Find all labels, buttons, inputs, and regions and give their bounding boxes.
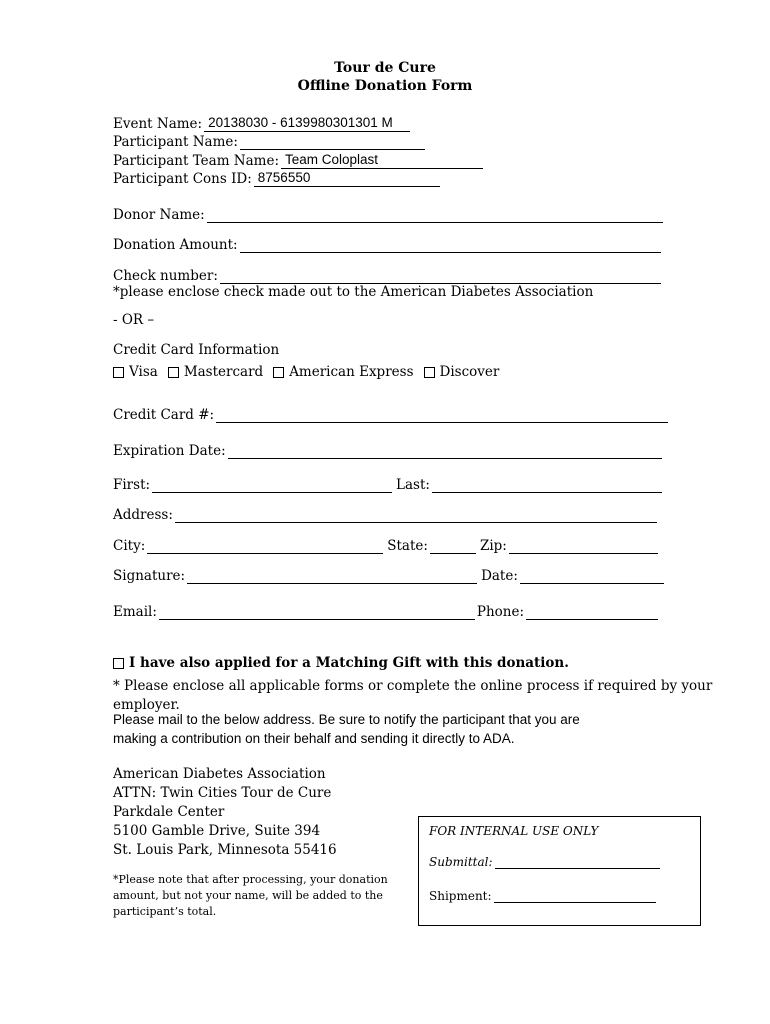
event-name-label: Event Name: (113, 116, 203, 132)
state-field[interactable] (430, 537, 476, 554)
submittal-field[interactable] (495, 856, 660, 869)
zip-field[interactable] (509, 537, 658, 554)
email-field[interactable] (159, 603, 475, 620)
date-field[interactable] (520, 567, 664, 584)
visa-checkbox[interactable] (113, 367, 124, 378)
shipment-label: Shipment: (429, 889, 492, 903)
amex-label: American Express (289, 364, 414, 380)
matching-gift-note: * Please enclose all applicable forms or complete the online process if required by your employer. (113, 678, 713, 713)
address-line: ATTN: Twin Cities Tour de Cure (113, 785, 332, 801)
email-label: Email: (113, 604, 157, 620)
card-type-options (113, 364, 509, 380)
form-subtitle: Offline Donation Form (297, 78, 473, 94)
matching-gift-checkbox[interactable] (113, 658, 124, 669)
check-number-label: Check number: (113, 268, 218, 284)
donor-name-field[interactable] (207, 206, 663, 223)
address-line: Parkdale Center (113, 804, 225, 820)
cons-id-value: 8756550 (257, 170, 311, 185)
city-field[interactable] (147, 537, 383, 554)
visa-label: Visa (129, 364, 158, 380)
donation-amount-label: Donation Amount: (113, 237, 238, 253)
submittal-row (429, 855, 660, 869)
mail-instruction-line1: Please mail to the below address. Be sure to notify the participant that you are (113, 712, 580, 727)
address-row (113, 503, 657, 523)
mastercard-label: Mastercard (183, 364, 264, 380)
mail-instruction-line2: making a contribution on their behalf and sending it directly to ADA. (113, 731, 515, 746)
card-number-field[interactable] (216, 406, 668, 423)
phone-field[interactable] (526, 603, 658, 620)
expiration-label: Expiration Date: (113, 443, 226, 459)
card-option-visa[interactable] (113, 364, 158, 380)
participant-name-field[interactable] (240, 133, 425, 150)
matching-gift-row[interactable] (113, 655, 569, 671)
zip-label: Zip: (479, 538, 507, 554)
phone-label: Phone: (476, 604, 525, 620)
mailing-address (113, 765, 337, 860)
card-option-discover[interactable] (424, 364, 500, 380)
address-line: St. Louis Park, Minnesota 55416 (113, 842, 337, 858)
participant-name-label: Participant Name: (113, 134, 238, 150)
expiration-field[interactable] (228, 442, 662, 459)
donation-amount-row (113, 233, 661, 253)
discover-checkbox[interactable] (424, 367, 435, 378)
address-line: 5100 Gamble Drive, Suite 394 (113, 823, 321, 839)
card-number-label: Credit Card #: (113, 407, 215, 423)
processing-note-line: amount, but not your name, will be added to the (113, 889, 383, 902)
donation-amount-field[interactable] (240, 236, 661, 253)
shipment-row (429, 889, 656, 903)
processing-note-line: *Please note that after processing, your donation (113, 873, 388, 886)
last-name-field[interactable] (432, 476, 662, 493)
matching-gift-label: I have also applied for a Matching Gift with this donation. (129, 655, 569, 671)
amex-checkbox[interactable] (273, 367, 284, 378)
shipment-field[interactable] (494, 890, 656, 903)
check-note: *please enclose check made out to the American Diabetes Association (113, 284, 594, 300)
internal-use-box (418, 816, 701, 926)
email-row (113, 600, 658, 620)
team-name-label: Participant Team Name: (113, 153, 279, 169)
processing-note (113, 872, 388, 920)
expiration-row (113, 439, 662, 459)
check-number-row (113, 264, 661, 284)
discover-label: Discover (439, 364, 500, 380)
event-name-value: 20138030 - 6139980301301 M (208, 115, 393, 130)
or-separator: - OR – (113, 312, 155, 328)
first-label: First: (113, 477, 151, 493)
event-name-row (113, 112, 410, 132)
donor-name-row (113, 203, 663, 223)
signature-label: Signature: (113, 568, 186, 584)
cons-id-label: Participant Cons ID: (113, 171, 252, 187)
card-number-row (113, 403, 668, 423)
cons-id-row (113, 167, 440, 187)
check-number-field[interactable] (220, 267, 661, 284)
signature-row (113, 564, 664, 584)
state-label: State: (387, 538, 428, 554)
first-name-field[interactable] (152, 476, 392, 493)
credit-card-heading: Credit Card Information (113, 342, 280, 358)
processing-note-line: participant’s total. (113, 905, 217, 918)
address-line: American Diabetes Association (113, 766, 326, 782)
internal-use-heading: FOR INTERNAL USE ONLY (429, 824, 599, 838)
card-option-amex[interactable] (273, 364, 413, 380)
cons-id-field[interactable] (254, 170, 440, 187)
name-row (113, 473, 662, 493)
submittal-label: Submittal: (429, 855, 493, 869)
card-option-mastercard[interactable] (168, 364, 263, 380)
signature-field[interactable] (187, 567, 477, 584)
participant-name-row (113, 130, 425, 150)
mastercard-checkbox[interactable] (168, 367, 179, 378)
address-field[interactable] (175, 506, 657, 523)
team-name-row (113, 149, 483, 169)
city-row (113, 534, 658, 554)
address-label: Address: (113, 507, 173, 523)
form-title: Tour de Cure (334, 60, 436, 76)
last-label: Last: (396, 477, 430, 493)
team-name-value: Team Coloplast (285, 152, 379, 167)
date-label: Date: (481, 568, 518, 584)
donor-name-label: Donor Name: (113, 207, 205, 223)
city-label: City: (113, 538, 146, 554)
